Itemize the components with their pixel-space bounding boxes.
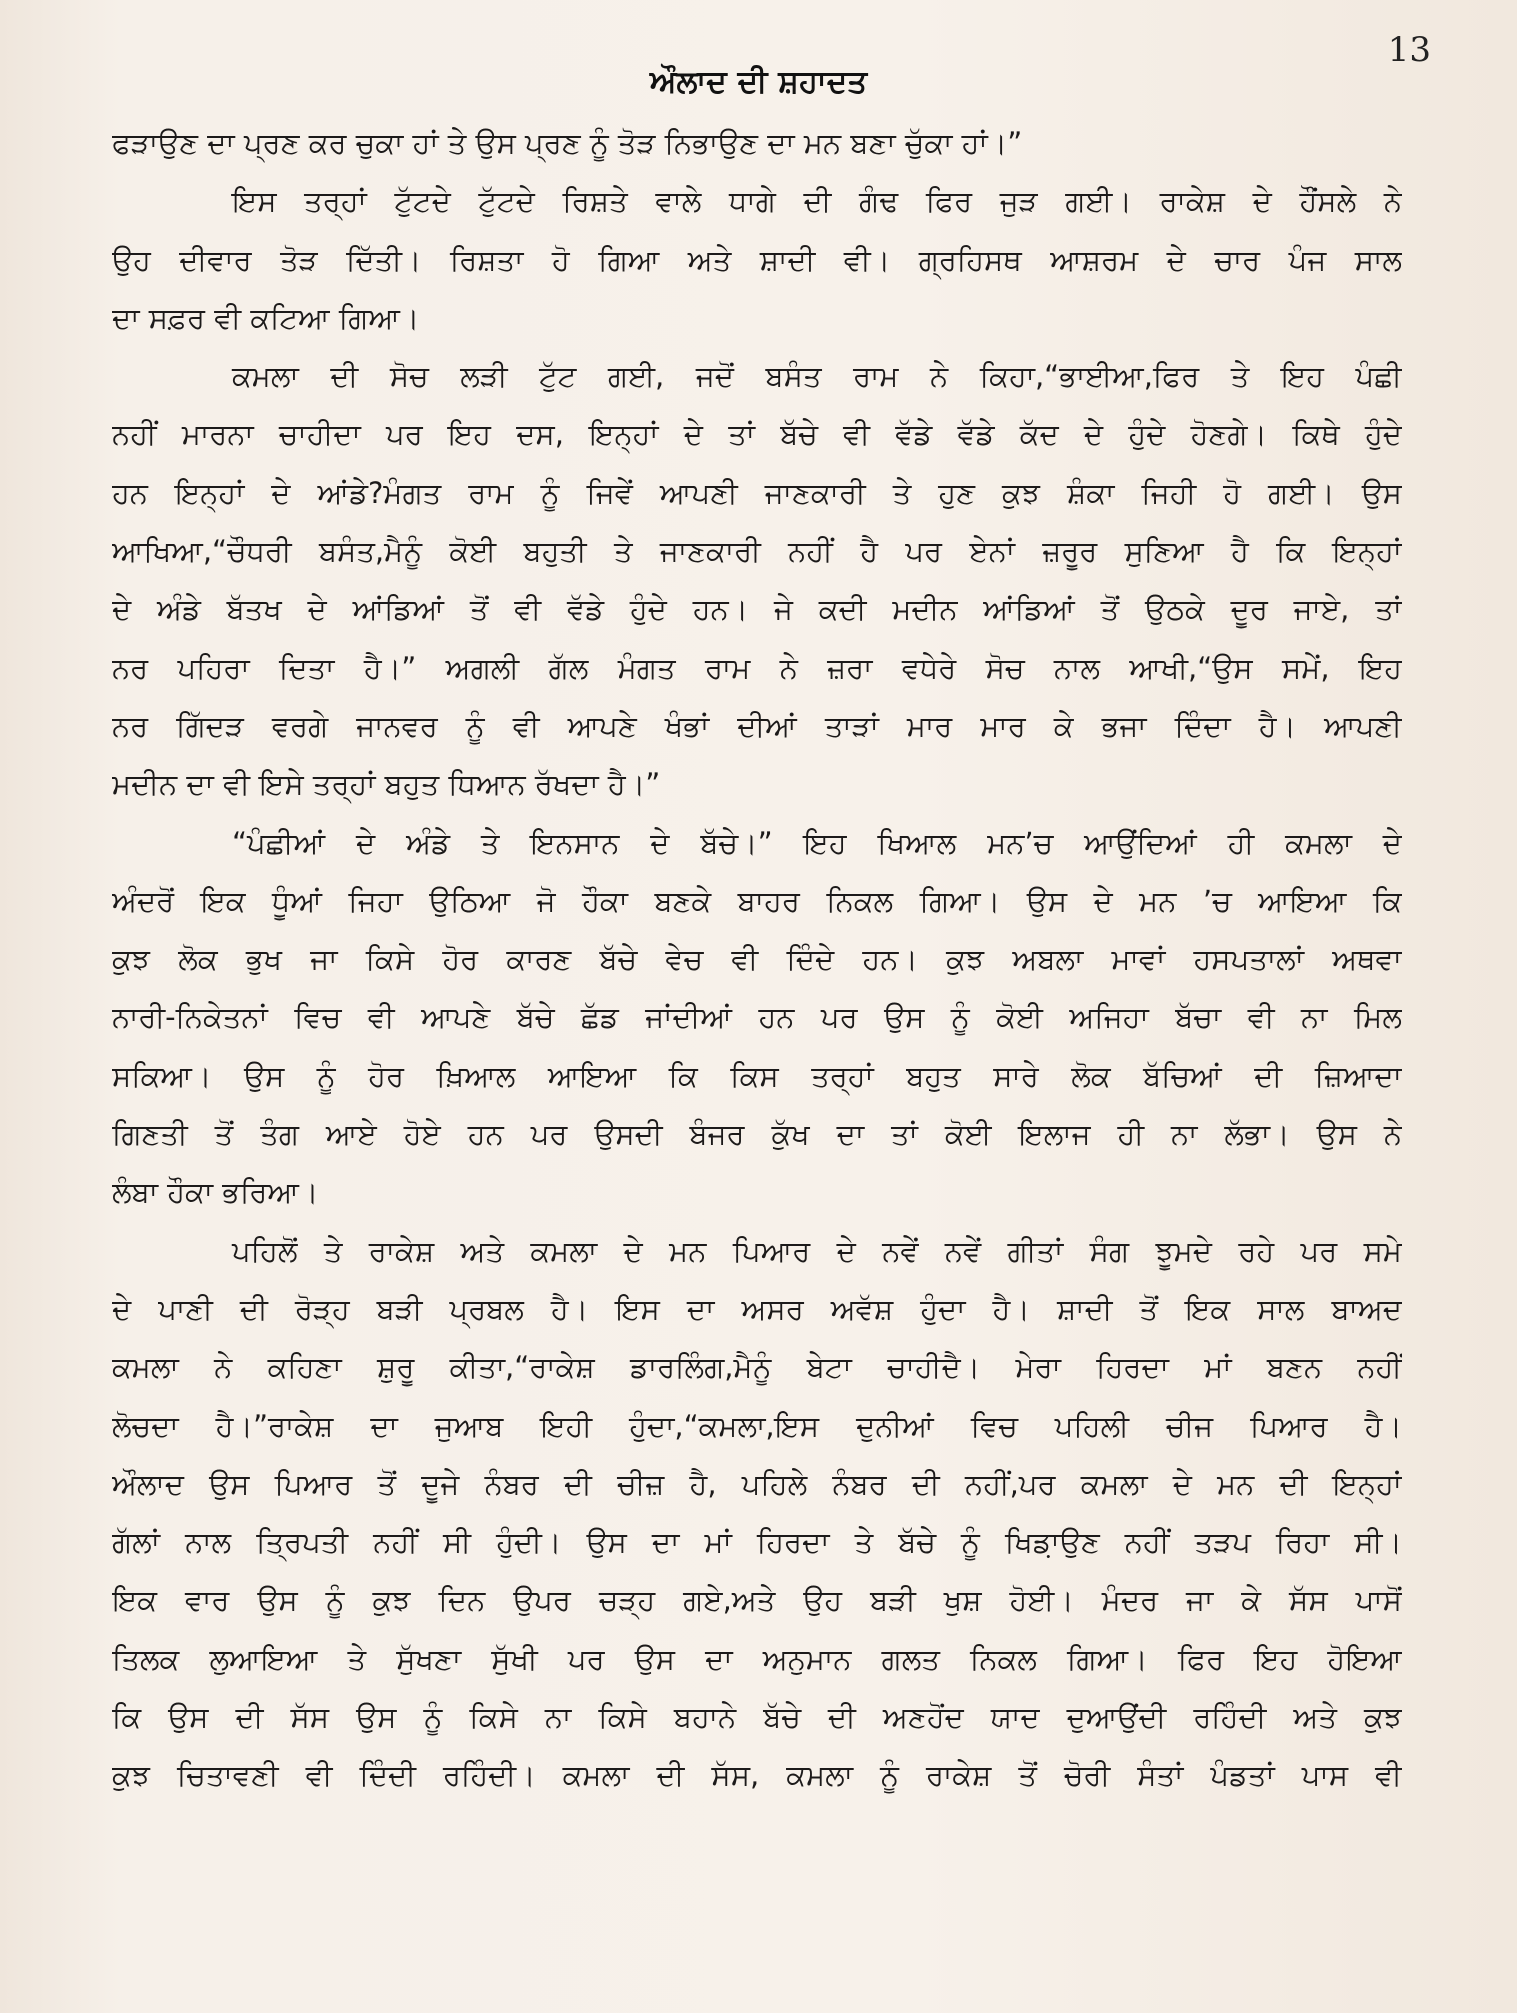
text-line: ਨਰ ਗਿੱਦੜ ਵਰਗੇ ਜਾਨਵਰ ਨੂੰ ਵੀ ਆਪਣੇ ਖੰਭਾਂ ਦੀਆਂ ਤਾੜਾਂ ਮਾਰ ਮਾਰ ਕੇ ਭਜਾ ਦਿੰਦਾ ਹੈ। ਆਪਣੀ	[112, 708, 1402, 743]
text-line: ਹਨ ਇਨ੍ਹਾਂ ਦੇ ਆਂਡੇ?ਮੰਗਤ ਰਾਮ ਨੂੰ ਜਿਵੇਂ ਆਪਣੀ ਜਾਣਕਾਰੀ ਤੇ ਹੁਣ ਕੁਝ ਸ਼ੰਕਾ ਜਿਹੀ ਹੋ ਗਈ। ਉਸ	[112, 475, 1402, 510]
running-title: ਔਲਾਦ ਦੀ ਸ਼ਹਾਦਤ	[649, 64, 868, 100]
text-line: ਦਾ ਸਫ਼ਰ ਵੀ ਕਟਿਆ ਗਿਆ।	[112, 300, 420, 335]
text-line: ਕਿ ਉਸ ਦੀ ਸੱਸ ਉਸ ਨੂੰ ਕਿਸੇ ਨਾ ਕਿਸੇ ਬਹਾਨੇ ਬੱਚੇ ਦੀ ਅਣਹੋਂਦ ਯਾਦ ਦੁਆਉਂਦੀ ਰਹਿੰਦੀ ਅਤੇ ਕੁਝ	[112, 1700, 1402, 1735]
text-line: ਨਹੀਂ ਮਾਰਨਾ ਚਾਹੀਦਾ ਪਰ ਇਹ ਦਸ, ਇਨ੍ਹਾਂ ਦੇ ਤਾਂ ਬੱਚੇ ਵੀ ਵੱਡੇ ਵੱਡੇ ਕੱਦ ਦੇ ਹੁੰਦੇ ਹੋਣਗੇ। ਕਿਥੇ ਹੁੰਦੇ	[112, 417, 1402, 452]
text-line: ਮਦੀਨ ਦਾ ਵੀ ਇਸੇ ਤਰ੍ਹਾਂ ਬਹੁਤ ਧਿਆਨ ਰੱਖਦਾ ਹੈ।”	[112, 767, 661, 802]
text-line: ਆਖਿਆ,“ਚੌਧਰੀ ਬਸੰਤ,ਮੈਨੂੰ ਕੋਈ ਬਹੁਤੀ ਤੇ ਜਾਣਕਾਰੀ ਨਹੀਂ ਹੈ ਪਰ ਏਨਾਂ ਜ਼ਰੂਰ ਸੁਣਿਆ ਹੈ ਕਿ ਇਨ੍ਹਾਂ	[112, 534, 1402, 569]
text-line: ਕੁਝ ਚਿਤਾਵਣੀ ਵੀ ਦਿੰਦੀ ਰਹਿੰਦੀ। ਕਮਲਾ ਦੀ ਸੱਸ, ਕਮਲਾ ਨੂੰ ਰਾਕੇਸ਼ ਤੋਂ ਚੋਰੀ ਸੰਤਾਂ ਪੰਡਤਾਂ ਪਾਸ ਵੀ	[112, 1758, 1402, 1793]
text-line: ਨਾਰੀ-ਨਿਕੇਤਨਾਂ ਵਿਚ ਵੀ ਆਪਣੇ ਬੱਚੇ ਛੱਡ ਜਾਂਦੀਆਂ ਹਨ ਪਰ ਉਸ ਨੂੰ ਕੋਈ ਅਜਿਹਾ ਬੱਚਾ ਵੀ ਨਾ ਮਿਲ	[112, 1000, 1402, 1035]
text-line: ਉਹ ਦੀਵਾਰ ਤੋੜ ਦਿੱਤੀ। ਰਿਸ਼ਤਾ ਹੋ ਗਿਆ ਅਤੇ ਸ਼ਾਦੀ ਵੀ। ਗ੍ਰਹਿਸਥ ਆਸ਼ਰਮ ਦੇ ਚਾਰ ਪੰਜ ਸਾਲ	[112, 242, 1402, 277]
text-line: ਅੰਦਰੋਂ ਇਕ ਧੂੰਆਂ ਜਿਹਾ ਉਠਿਆ ਜੋ ਹੌਕਾ ਬਣਕੇ ਬਾਹਰ ਨਿਕਲ ਗਿਆ। ਉਸ ਦੇ ਮਨ ’ਚ ਆਇਆ ਕਿ	[112, 883, 1402, 918]
text-line: ਸਕਿਆ। ਉਸ ਨੂੰ ਹੋਰ ਖ਼ਿਆਲ ਆਇਆ ਕਿ ਕਿਸ ਤਰ੍ਹਾਂ ਬਹੁਤ ਸਾਰੇ ਲੋਕ ਬੱਚਿਆਂ ਦੀ ਜ਼ਿਆਦਾ	[112, 1058, 1402, 1093]
text-line: ਦੇ ਪਾਣੀ ਦੀ ਰੋੜ੍ਹ ਬੜੀ ਪ੍ਰਬਲ ਹੈ। ਇਸ ਦਾ ਅਸਰ ਅਵੱਸ਼ ਹੁੰਦਾ ਹੈ। ਸ਼ਾਦੀ ਤੋਂ ਇਕ ਸਾਲ ਬਾਅਦ	[112, 1291, 1402, 1326]
text-line: ਇਕ ਵਾਰ ਉਸ ਨੂੰ ਕੁਝ ਦਿਨ ਉਪਰ ਚੜ੍ਹ ਗਏ,ਅਤੇ ਉਹ ਬੜੀ ਖੁਸ਼ ਹੋਈ। ਮੰਦਰ ਜਾ ਕੇ ਸੱਸ ਪਾਸੋਂ	[112, 1583, 1402, 1618]
text-line: ਔਲਾਦ ਉਸ ਪਿਆਰ ਤੋਂ ਦੂਜੇ ਨੰਬਰ ਦੀ ਚੀਜ਼ ਹੈ, ਪਹਿਲੇ ਨੰਬਰ ਦੀ ਨਹੀਂ,ਪਰ ਕਮਲਾ ਦੇ ਮਨ ਦੀ ਇਨ੍ਹਾਂ	[112, 1466, 1402, 1501]
text-line: ਗੱਲਾਂ ਨਾਲ ਤ੍ਰਿਪਤੀ ਨਹੀਂ ਸੀ ਹੁੰਦੀ। ਉਸ ਦਾ ਮਾਂ ਹਿਰਦਾ ਤੇ ਬੱਚੇ ਨੂੰ ਖਿਡ਼ਾਉਣ ਨਹੀਂ ਤੜਪ ਰਿਹਾ ਸੀ।	[112, 1525, 1402, 1560]
text-line: ਲੰਬਾ ਹੌਕਾ ਭਰਿਆ।	[112, 1175, 319, 1210]
text-line: ਕਮਲਾ ਨੇ ਕਹਿਣਾ ਸ਼ੁਰੂ ਕੀਤਾ,“ਰਾਕੇਸ਼ ਡਾਰਲਿੰਗ,ਮੈਨੂੰ ਬੇਟਾ ਚਾਹੀਦੈ। ਮੇਰਾ ਹਿਰਦਾ ਮਾਂ ਬਣਨ ਨਹੀਂ	[112, 1350, 1402, 1385]
text-line: ਤਿਲਕ ਲੁਆਇਆ ਤੇ ਸੁੱਖਣਾ ਸੁੱਖੀ ਪਰ ਉਸ ਦਾ ਅਨੁਮਾਨ ਗਲਤ ਨਿਕਲ ਗਿਆ। ਫਿਰ ਇਹ ਹੋਇਆ	[112, 1641, 1402, 1676]
text-line: ਕਮਲਾ ਦੀ ਸੋਚ ਲੜੀ ਟੁੱਟ ਗਈ, ਜਦੋਂ ਬਸੰਤ ਰਾਮ ਨੇ ਕਿਹਾ,“ਭਾਈਆ,ਫਿਰ ਤੇ ਇਹ ਪੰਛੀ	[232, 359, 1402, 394]
text-line: ਨਰ ਪਹਿਰਾ ਦਿਤਾ ਹੈ।” ਅਗਲੀ ਗੱਲ ਮੰਗਤ ਰਾਮ ਨੇ ਜ਼ਰਾ ਵਧੇਰੇ ਸੋਚ ਨਾਲ ਆਖੀ,“ਉਸ ਸਮੇਂ, ਇਹ	[112, 650, 1402, 685]
text-line: ਦੇ ਅੰਡੇ ਬੱਤਖ ਦੇ ਆਂਡਿਆਂ ਤੋਂ ਵੀ ਵੱਡੇ ਹੁੰਦੇ ਹਨ। ਜੇ ਕਦੀ ਮਦੀਨ ਆਂਡਿਆਂ ਤੋਂ ਉਠਕੇ ਦੂਰ ਜਾਏ, ਤਾਂ	[112, 592, 1402, 627]
text-line: ਪਹਿਲੋਂ ਤੇ ਰਾਕੇਸ਼ ਅਤੇ ਕਮਲਾ ਦੇ ਮਨ ਪਿਆਰ ਦੇ ਨਵੇਂ ਨਵੇਂ ਗੀਤਾਂ ਸੰਗ ਝੂਮਦੇ ਰਹੇ ਪਰ ਸਮੇ	[232, 1233, 1402, 1268]
body-text	[112, 114, 1402, 1805]
text-line: ਫੜਾਉਣ ਦਾ ਪ੍ਰਣ ਕਰ ਚੁਕਾ ਹਾਂ ਤੇ ਉਸ ਪ੍ਰਣ ਨੂੰ ਤੋੜ ਨਿਭਾਉਣ ਦਾ ਮਨ ਬਣਾ ਚੁੱਕਾ ਹਾਂ।”	[112, 126, 1023, 160]
page-number: 13	[1387, 30, 1431, 70]
text-line: ਇਸ ਤਰ੍ਹਾਂ ਟੁੱਟਦੇ ਟੁੱਟਦੇ ਰਿਸ਼ਤੇ ਵਾਲੇ ਧਾਗੇ ਦੀ ਗੰਢ ਫਿਰ ਜੁੜ ਗਈ। ਰਾਕੇਸ਼ ਦੇ ਹੌਂਸਲੇ ਨੇ	[232, 184, 1402, 219]
text-line: ਕੁਝ ਲੋਕ ਭੁਖ ਜਾ ਕਿਸੇ ਹੋਰ ਕਾਰਣ ਬੱਚੇ ਵੇਚ ਵੀ ਦਿੰਦੇ ਹਨ। ਕੁਝ ਅਬਲਾ ਮਾਵਾਂ ਹਸਪਤਾਲਾਂ ਅਥਵਾ	[112, 942, 1402, 977]
text-line: “ਪੰਛੀਆਂ ਦੇ ਅੰਡੇ ਤੇ ਇਨਸਾਨ ਦੇ ਬੱਚੇ।” ਇਹ ਖਿਆਲ ਮਨ’ਚ ਆਉਂਦਿਆਂ ਹੀ ਕਮਲਾ ਦੇ	[232, 825, 1402, 860]
text-line: ਗਿਣਤੀ ਤੋਂ ਤੰਗ ਆਏ ਹੋਏ ਹਨ ਪਰ ਉਸਦੀ ਬੰਜਰ ਕੁੱਖ ਦਾ ਤਾਂ ਕੋਈ ਇਲਾਜ ਹੀ ਨਾ ਲੱਭਾ। ਉਸ ਨੇ	[112, 1117, 1402, 1152]
text-line: ਲੋਚਦਾ ਹੈ।”ਰਾਕੇਸ਼ ਦਾ ਜੁਆਬ ਇਹੀ ਹੁੰਦਾ,“ਕਮਲਾ,ਇਸ ਦੁਨੀਆਂ ਵਿਚ ਪਹਿਲੀ ਚੀਜ ਪਿਆਰ ਹੈ।	[112, 1408, 1402, 1443]
